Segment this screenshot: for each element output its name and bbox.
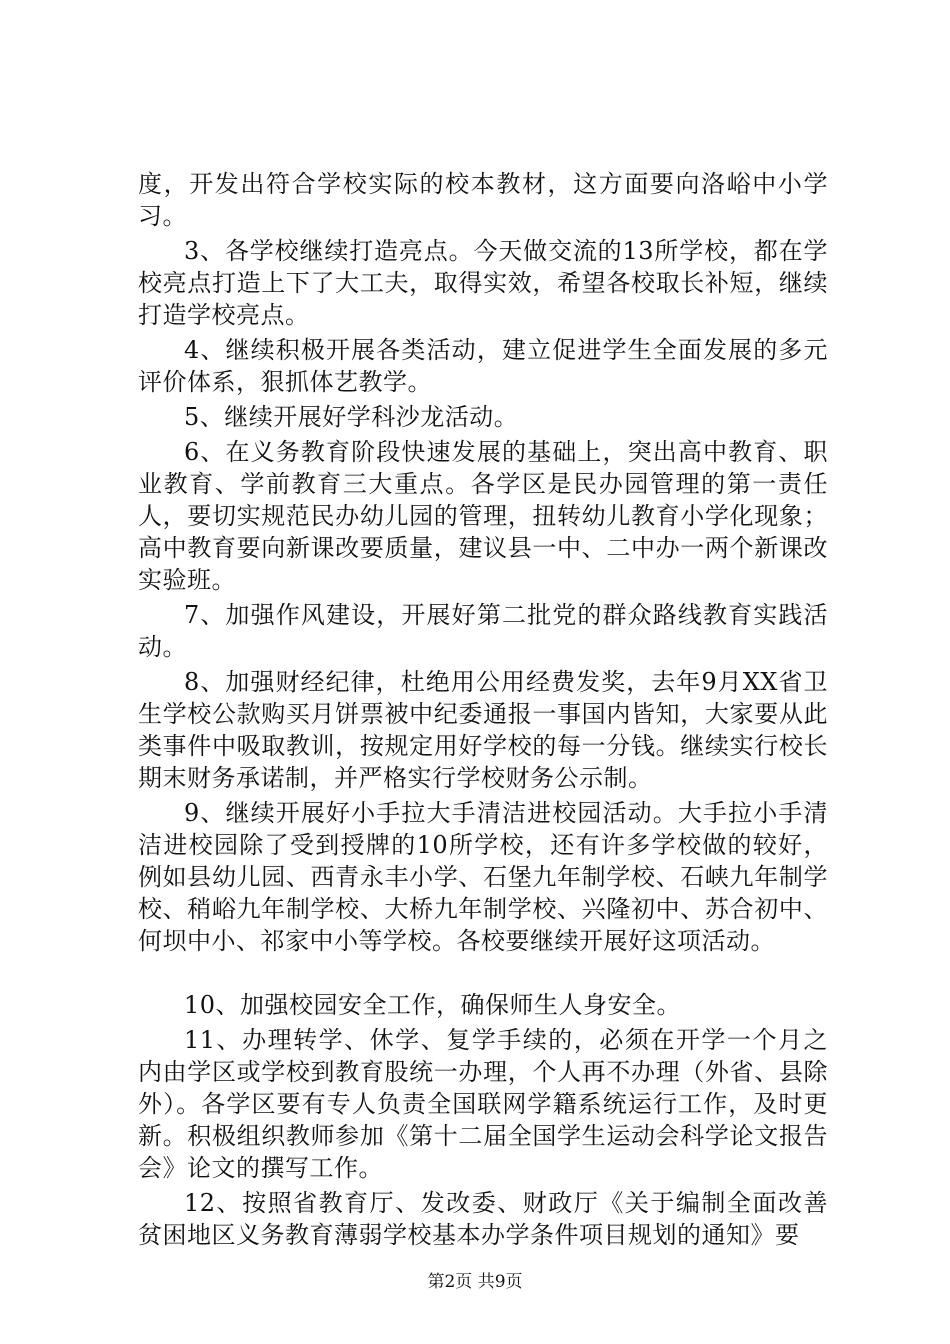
paragraph-item-10: 10、加强校园安全工作，确保师生人身安全。 [184,991,682,1019]
paragraph-item-9: 9、继续开展好小手拉大手清洁进校园活动。大手拉小手清洁进校园除了受到授牌的10所学校，还有许多学校做的较好，例如县幼儿园、西青永丰小学、石堡九年制学校、石峡九年制学校、稍峪九年制学校、大桥九年制学校、兴隆初中、苏合初中、何坝中小、祁家中小等学校。各校要继续开展好这项活动。 [138,799,828,955]
paragraph-item-12: 12、按照省教育厅、发改委、财政厅《关于编制全面改善贫困地区义务教育薄弱学校基本办学条件项目规划的通知》要 [138,1189,828,1249]
paragraph-continuation: 度，开发出符合学校实际的校本教材，这方面要向洛峪中小学习。 [138,170,828,230]
document-body [138,168,828,1254]
paragraph-item-5: 5、继续开展好学科沙龙活动。 [184,403,519,431]
paragraph-item-3: 3、各学校继续打造亮点。今天做交流的13所学校，都在学校亮点打造上下了大工夫，取得实效，希望各校取长补短，继续打造学校亮点。 [138,237,828,329]
paragraph-item-7: 7、加强作风建设，开展好第二批党的群众路线教育实践活动。 [138,601,828,661]
paragraph-item-6: 6、在义务教育阶段快速发展的基础上，突出高中教育、职业教育、学前教育三大重点。各学区是民办园管理的第一责任人，要切实规范民办幼儿园的管理，扭转幼儿教育小学化现象；高中教育要向新课改要质量，建议县一中、二中办一两个新课改实验班。 [138,438,828,594]
paragraph-item-4: 4、继续积极开展各类活动，建立促进学生全面发展的多元评价体系，狠抓体艺教学。 [138,336,828,396]
paragraph-item-8: 8、加强财经纪律，杜绝用公用经费发奖，去年9月XX省卫生学校公款购买月饼票被中纪委通报一事国内皆知，大家要从此类事件中吸取教训，按规定用好学校的每一分钱。继续实行校长期末财务承诺制，并严格实行学校财务公示制。 [138,668,828,792]
page-footer [0,1272,950,1292]
page-number-label: 第2页 共9页 [427,1272,523,1292]
paragraph-item-11: 11、办理转学、休学、复学手续的，必须在开学一个月之内由学区或学校到教育股统一办理，个人再不办理（外省、县除外）。各学区要有专人负责全国联网学籍系统运行工作，及时更新。积极组织教师参加《第十二届全国学生运动会科学论文报告会》论文的撰写工作。 [138,1026,828,1182]
